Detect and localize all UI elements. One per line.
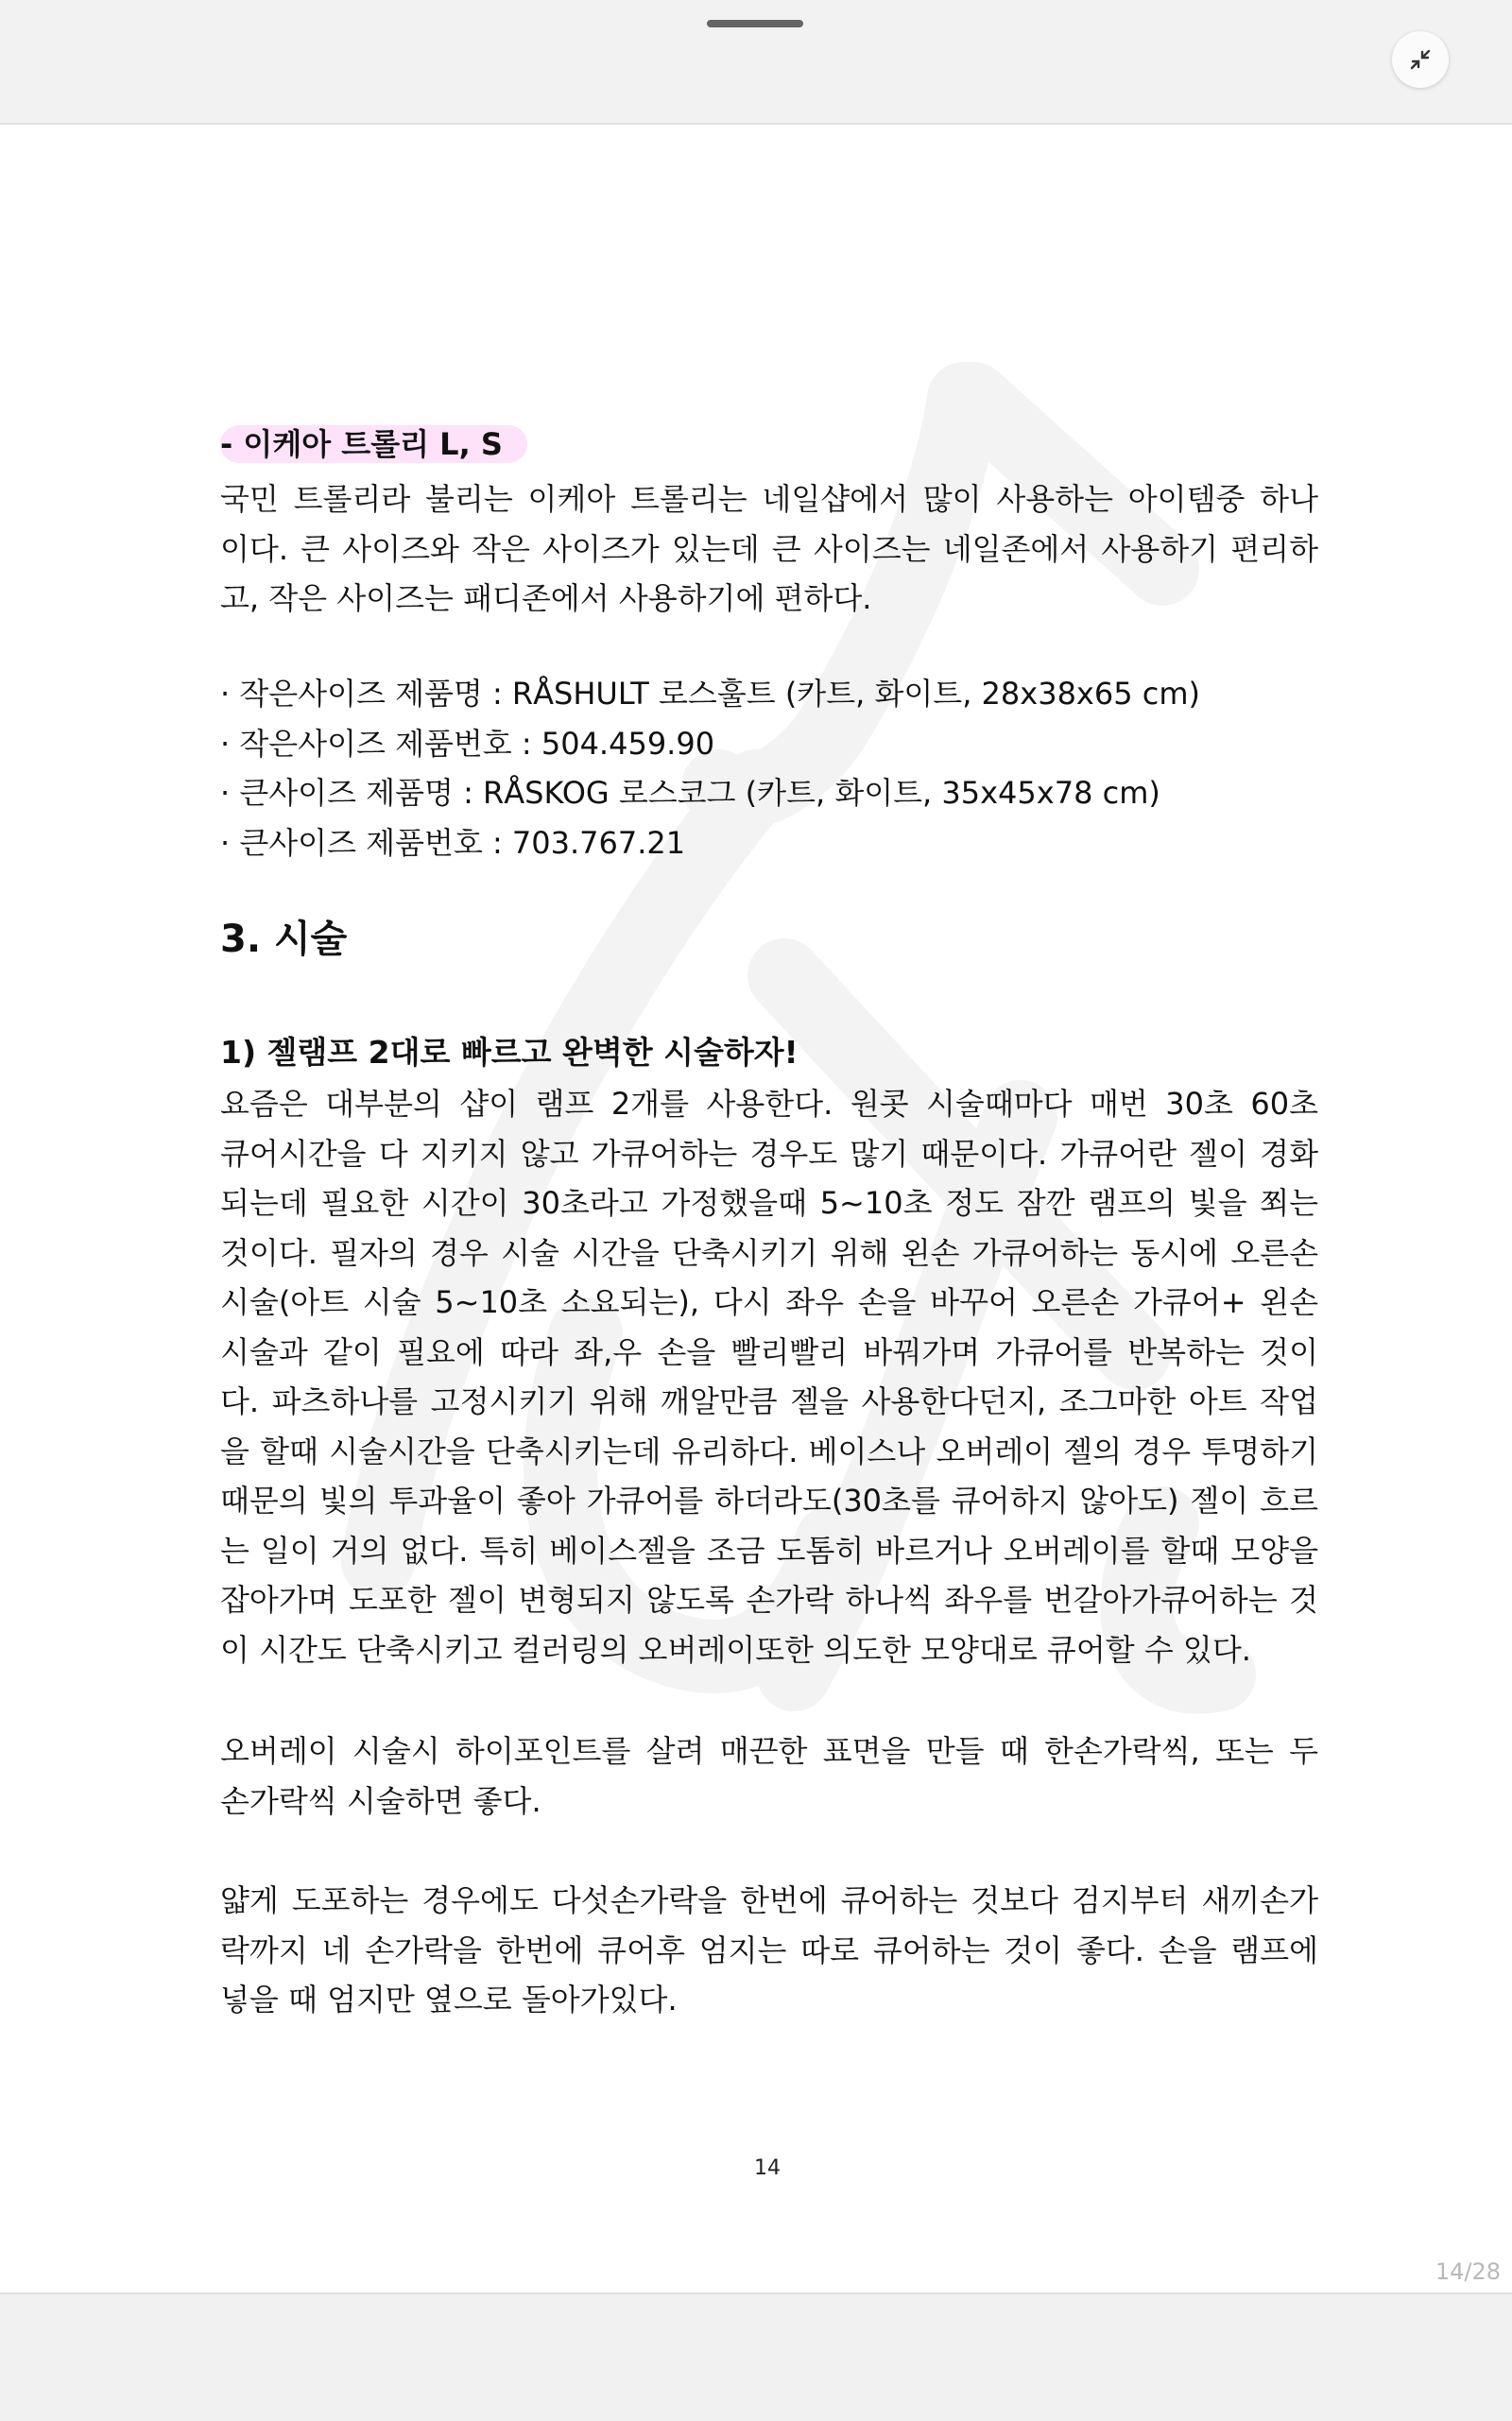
- text-line: 이 시간도 단축시키고 컬러링의 오버레이또한 의도한 모양대로 큐어할 수 있다.: [220, 1631, 1251, 1668]
- body-paragraph-2: [220, 1726, 1318, 1826]
- text-line: 고, 작은 사이즈는 패디존에서 사용하기에 편하다.: [220, 580, 872, 616]
- text-line: 넣을 때 엄지만 옆으로 돌아가있다.: [220, 1982, 678, 2018]
- text-line: 는 일이 거의 없다. 특히 베이스젤을 조금 도톰히 바르거나 오버레이를 할때 모양을: [220, 1532, 1318, 1569]
- text-line: 을 할때 시술시간을 단축시키는데 유리하다. 베이스나 오버레이 젤의 경우 투명하기: [220, 1433, 1318, 1469]
- page-number: 14: [754, 2156, 781, 2180]
- list-item: · 작은사이즈 제품명 : RÅSHULT 로스훌트 (카트, 화이트, 28x38x65 cm): [220, 676, 1201, 712]
- viewer-top-bar: [0, 0, 1512, 125]
- body-paragraph-1: [220, 1079, 1318, 1674]
- list-item: · 큰사이즈 제품번호 : 703.767.21: [220, 824, 686, 861]
- text-line: 오버레이 시술시 하이포인트를 살려 매끈한 표면을 만들 때 한손가락씩, 또는 두: [220, 1733, 1318, 1769]
- text-line: 것이다. 필자의 경우 시술 시간을 단축시키기 위해 왼손 가큐어하는 동시에 오른손: [220, 1234, 1318, 1271]
- drag-handle[interactable]: [707, 20, 803, 27]
- list-item: · 작은사이즈 제품번호 : 504.459.90: [220, 725, 715, 762]
- text-line: 얇게 도포하는 경우에도 다섯손가락을 한번에 큐어하는 것보다 검지부터 새끼손가: [220, 1882, 1318, 1918]
- document-page: [0, 125, 1512, 2292]
- subsection-heading: 1) 젤램프 2대로 빠르고 완벽한 시술하자!: [220, 1034, 799, 1071]
- collapse-button[interactable]: [1392, 31, 1449, 88]
- collapse-arrows-icon: [1408, 47, 1433, 72]
- viewer-bottom-bar: [0, 2292, 1512, 2421]
- text-line: 다. 파츠하나를 고정시키기 위해 깨알만큼 젤을 사용한다던지, 조그마한 아트 작업: [220, 1383, 1318, 1419]
- text-line: 되는데 필요한 시간이 30초라고 가정했을때 5~10초 정도 잠깐 램프의 빛을 쬐는: [220, 1185, 1318, 1221]
- page-indicator: 14/28: [1435, 2258, 1501, 2285]
- product-list: [220, 669, 1200, 867]
- text-line: 큐어시간을 다 지키지 않고 가큐어하는 경우도 많기 때문이다. 가큐어란 젤이 경화: [220, 1135, 1318, 1172]
- list-item: · 큰사이즈 제품명 : RÅSKOG 로스코그 (카트, 화이트, 35x45x78 cm): [220, 775, 1160, 811]
- section-heading: 3. 시술: [220, 918, 348, 961]
- text-line: 손가락씩 시술하면 좋다.: [220, 1782, 541, 1819]
- text-line: 시술과 같이 필요에 따라 좌,우 손을 빨리빨리 바꿔가며 가큐어를 반복하는 것이: [220, 1333, 1318, 1370]
- subsection-title-highlighted: - 이케아 트롤리 L, S: [220, 425, 527, 463]
- text-line: 락까지 네 손가락을 한번에 큐어후 엄지는 따로 큐어하는 것이 좋다. 손을 램프에: [220, 1932, 1318, 1968]
- text-line: 시술(아트 시술 5~10초 소요되는), 다시 좌우 손을 바꾸어 오른손 가큐어+ 왼손: [220, 1284, 1318, 1320]
- intro-paragraph: [220, 474, 1318, 624]
- text-line: 잡아가며 도포한 젤이 변형되지 않도록 손가락 하나씩 좌우를 번갈아가큐어하는 것: [220, 1582, 1318, 1618]
- text-line: 국민 트롤리라 불리는 이케아 트롤리는 네일샵에서 많이 사용하는 아이템중 하나: [220, 481, 1318, 517]
- text-line: 요즘은 대부분의 샵이 램프 2개를 사용한다. 원콧 시술때마다 매번 30초 60초: [220, 1086, 1318, 1122]
- text-line: 이다. 큰 사이즈와 작은 사이즈가 있는데 큰 사이즈는 네일존에서 사용하기 편리하: [220, 530, 1318, 567]
- text-line: 때문의 빛의 투과율이 좋아 가큐어를 하더라도(30초를 큐어하지 않아도) 젤이 흐르: [220, 1483, 1318, 1519]
- body-paragraph-3: [220, 1876, 1318, 2025]
